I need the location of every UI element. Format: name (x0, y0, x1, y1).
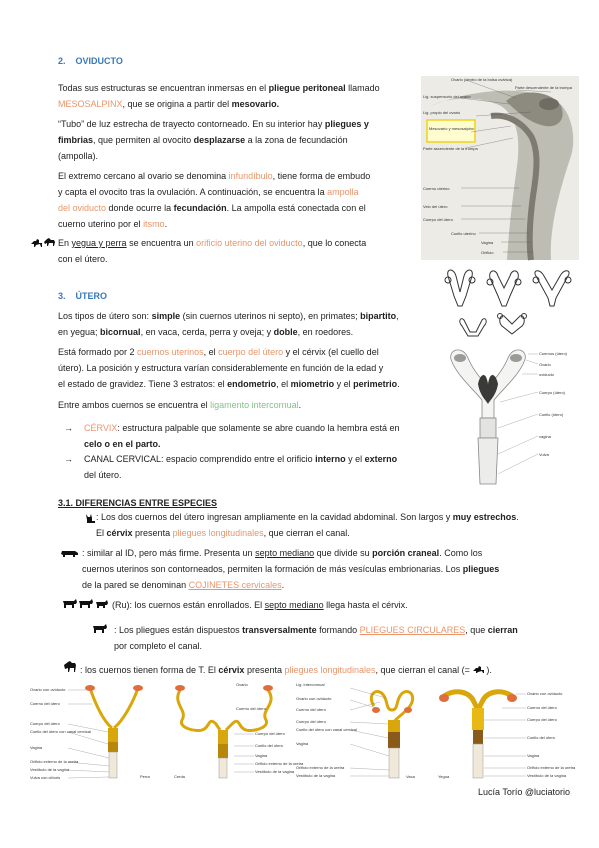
mesovario-highlight-box (427, 120, 475, 142)
dog-fig-label-2: Cuerpo del útero (30, 721, 60, 726)
dog-fig-label-1: Cuerno del útero (30, 701, 60, 706)
uterus-horse-illustration (436, 680, 578, 784)
cow-paragraph: : Los pliegues están dispuestos transversalmente formando PLIEGUES CIRCULARES, que cierran por completo el canal. (114, 625, 518, 651)
section-3-1-heading: 3.1. DIFERENCIAS ENTRE ESPECIES (58, 498, 218, 508)
cat-icon (84, 512, 96, 524)
cow-fig-label-1: Ovario con oviducto (296, 696, 332, 701)
cow-fig-label-6: Orificio externo de la uretra (296, 765, 345, 770)
dog-fig-label-6: Vestíbulo de la vagina (30, 767, 70, 772)
cow-fig-label-4: Cuello del útero con canal cervical (296, 727, 357, 732)
ov-label-9: Cuello uterino (451, 231, 476, 236)
oviduct-illustration (421, 76, 579, 260)
pig-paragraph: : similar al ID, pero más firme. Presenta un septo mediano que divide su porción craneal. Como los cuernos uterinos son contorneados, permiten la formación de más vesículas embrionarias. Los pliegues de la pared se denominan COJINETES cervicales. (82, 548, 500, 590)
section-2-heading: 2. OVIDUCTO (58, 56, 123, 66)
uterus-paragraph-1: Los tipos de útero son: simple (sin cuernos uterinos ni septo), en primates; bipartito, en yegua; bicornual, en vaca, cerda, perra y oveja; y doble, en roedores. (58, 311, 399, 337)
pig-icon (60, 548, 80, 558)
ov-label-7: Velo del útero (423, 204, 448, 209)
ut-label-5: vagina (539, 434, 551, 439)
dog-fig-label-4: Vagina (30, 745, 43, 750)
horse-fig-caption: Yegua (438, 774, 450, 779)
ov-label-1: Lig. suspensorio del ovario (423, 94, 471, 99)
cow-fig-label-3: Cuerpo del útero (296, 719, 326, 724)
horse-icon (62, 660, 80, 674)
pig-fig-label-3: Cuello del útero (255, 743, 284, 748)
ov-label-2: Parte descendente de la trompa (515, 85, 572, 90)
uterus-paragraph-2: Está formado por 2 cuernos uterinos, el cuerpo del útero y el cérvix (el cuello del útero). La posición y estructura varían considerablemente en función de la edad y el estado de gravidez. Tiene 3 estratos: el endometrio, el miometrio y el perimetrio. (58, 347, 400, 389)
ut-label-4: Cuello (útero) (539, 412, 564, 417)
horse-fig-label-5: Orificio externo de la uretra (527, 765, 576, 770)
cervix-arrow: → (64, 423, 73, 433)
uterus-pig-illustration (168, 680, 304, 784)
cervix-bullet: CÉRVIX: estructura palpable que solamente se abre cuando la hembra está en celo o en el parto. (84, 423, 400, 449)
section-3-heading: 3. ÚTERO (58, 291, 108, 301)
horse-fig-label-1: Cuerno del útero (527, 705, 557, 710)
ov-label-5: Parte ascendente de la trompa (423, 146, 478, 151)
ut-label-2: oviducto (539, 372, 554, 377)
uterus-dog-illustration (30, 680, 160, 784)
cow-fig-label-0: Lig. intercornual (296, 682, 325, 687)
ov-label-10: Vagina (481, 240, 494, 245)
horse-fig-label-6: Vestíbulo de la vagina (527, 773, 567, 778)
ov-label-4: Mesovario y mesosalpinx (429, 126, 474, 131)
horse-fig-label-2: Cuerpo del útero (527, 717, 557, 722)
dog-fig-label-0: Ovario con oviducto (30, 687, 66, 692)
pig-fig-label-2: Cuerpo del útero (255, 731, 285, 736)
ov-label-8: Cuerpo del útero (423, 217, 453, 222)
pig-fig-label-1: Cuerno del útero (236, 706, 266, 711)
oviduct-paragraph-4: En yegua y perra se encuentra un orificio uterino del oviducto, que lo conecta con el útero. (58, 238, 367, 264)
ruminants-paragraph: (Ru): los cuernos están enrollados. El septo mediano llega hasta el cérvix. (112, 600, 408, 610)
pig-fig-label-5: Orificio externo de la uretra (255, 761, 304, 766)
cow-fig-label-5: Vagina (296, 741, 309, 746)
oviduct-paragraph-1: Todas sus estructuras se encuentran inmersas en el pliegue peritoneal llamado MESOSALPINX, que se origina a partir del mesovario. (58, 83, 380, 109)
dog-fig-label-5: Orificio externo de la uretra (30, 759, 79, 764)
ut-label-0: Cuernos (útero) (539, 351, 568, 356)
ov-label-11: Orificio (481, 250, 494, 255)
horse-paragraph: : los cuernos tienen forma de T. El cérvix presenta pliegues longitudinales, que cierran el canal (= ). (80, 665, 492, 675)
dog-fig-label-7: Vulva con clítoris (30, 775, 61, 780)
horse-fig-label-0: Ovario con oviducto (527, 691, 563, 696)
uterus-types-illustration (440, 266, 578, 340)
pig-fig-label-6: Vestíbulo de la vagina (255, 769, 295, 774)
uterus-paragraph-3: Entre ambos cuernos se encuentra el ligamento intercornual. (58, 400, 302, 410)
ruminants-icon (62, 598, 110, 610)
oviduct-paragraph-2: “Tubo” de luz estrecha de trayecto contorneado. En su interior hay pliegues y fimbrias, que permiten al ovocito desplazarse a la zona de fecundación (ampolla). (58, 119, 369, 161)
uterus-labelled-illustration (442, 344, 580, 492)
pig-fig-caption: Cerda (174, 774, 185, 779)
oviduct-paragraph-3: El extremo cercano al ovario se denomina infundíbulo, tiene forma de embudo y capta el ovocito tras la ovulación. A continuación, se encuentra la ampolla del oviducto donde ocurre la fecundación. La ampolla está conectada con el cuerno uterino por el itsmo. (58, 171, 371, 229)
horse-fig-label-4: Vagina (527, 753, 540, 758)
ut-label-3: Cuerpo (útero) (539, 390, 566, 395)
small-dog-icon (472, 664, 486, 674)
ut-label-1: Ovario (539, 362, 551, 367)
uterus-cow-illustration (296, 680, 428, 784)
ov-label-3: Lig. propio del ovario (423, 110, 461, 115)
pig-fig-label-4: Vagina (255, 753, 268, 758)
pig-fig-label-0: Ovario (236, 682, 248, 687)
cow-fig-label-7: Vestíbulo de la vagina (296, 773, 336, 778)
dog-fig-caption: Perra (140, 774, 150, 779)
cow-icon (92, 623, 110, 635)
horse-fig-label-3: Cuello del útero (527, 735, 556, 740)
ut-label-6: Vulva (539, 452, 549, 457)
dog-fig-label-3: Cuello del útero con canal cervical (30, 729, 91, 734)
author-footer: Lucía Torío @luciatorio (478, 787, 571, 797)
cow-fig-label-2: Cuerno del útero (296, 707, 326, 712)
cat-paragraph: : Los dos cuernos del útero ingresan ampliamente en la cavidad abdominal. Son largos y muy estrechos. El cérvix presenta pliegues longitudinales, que cierran el canal. (96, 512, 519, 538)
cow-fig-caption: Vaca (406, 774, 415, 779)
canal-bullet: CANAL CERVICAL: espacio comprendido entre el orificio interno y el externo del útero. (84, 454, 398, 480)
canal-arrow: → (64, 454, 73, 464)
dog-horse-icon (30, 236, 56, 248)
ov-label-6: Cuerno uterino (423, 186, 450, 191)
ov-label-0: Ovario (dentro de la bolsa ovárica) (451, 77, 513, 82)
